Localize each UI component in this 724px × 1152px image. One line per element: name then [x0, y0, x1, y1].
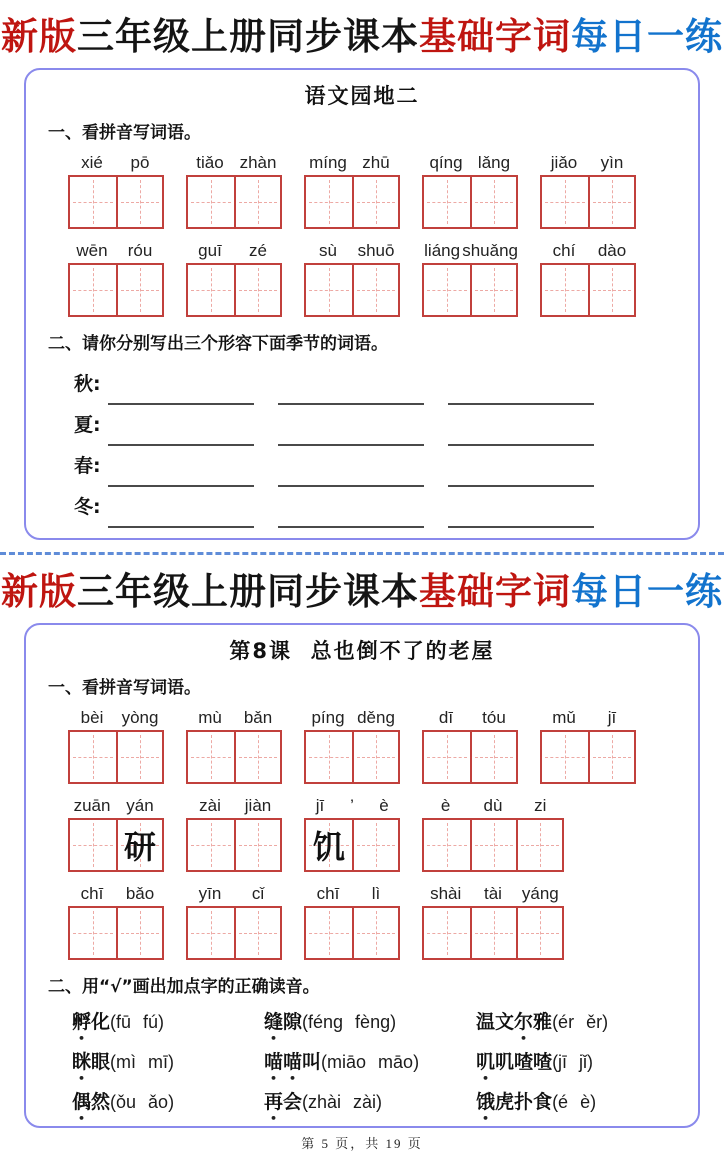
writing-cell: [424, 820, 470, 870]
pinyin-word-group: [422, 708, 518, 784]
pinyin-word-group: [304, 708, 400, 784]
writing-cell: [588, 265, 634, 315]
writing-cell: [70, 820, 116, 870]
writing-cell: [116, 177, 162, 227]
pinyin-syllable: zé: [249, 241, 267, 260]
writing-cell: [188, 177, 234, 227]
pinyin-word-group: [68, 796, 164, 872]
pinyin-syllable: róu: [127, 241, 153, 260]
writing-grid: [68, 906, 164, 960]
writing-grid: [186, 175, 282, 229]
dotted-character: 叽: [476, 1051, 496, 1073]
phonics-word: [264, 1051, 321, 1073]
pinyin-word-group: [68, 241, 164, 317]
blank-line: [108, 383, 254, 405]
pinyin-syllables: [304, 708, 400, 728]
banner-segment: 基础字词: [419, 570, 571, 613]
writing-cell: [424, 732, 470, 782]
blank-line: [448, 424, 594, 446]
pinyin-syllables: [422, 884, 564, 904]
writing-grid: [304, 730, 400, 784]
blank-line: [278, 506, 424, 528]
blank-line: [448, 383, 594, 405]
pinyin-word-group: [304, 884, 400, 960]
pinyin-syllable: bǎn: [243, 708, 273, 727]
pinyin-syllable: è: [440, 796, 451, 815]
pinyin-syllable: chī: [316, 884, 340, 903]
pinyin-syllable: chī: [80, 884, 104, 903]
writing-cell: [470, 265, 516, 315]
pinyin-syllable: bǎo: [125, 884, 155, 903]
season-label: 秋:: [74, 373, 101, 395]
writing-cell: [116, 732, 162, 782]
pinyin-syllable: píng: [311, 708, 345, 727]
writing-cell: [116, 265, 162, 315]
pinyin-syllable: zài: [199, 796, 221, 815]
blank-line: [108, 506, 254, 528]
phonics-item: [264, 1007, 476, 1034]
writing-cell: [424, 177, 470, 227]
pinyin-syllable: yīn: [198, 884, 222, 903]
phonics-word: [72, 1051, 110, 1073]
writing-grid: [304, 906, 400, 960]
dotted-character: 尔: [514, 1011, 534, 1033]
pinyin-syllables: [186, 708, 282, 728]
pinyin-word-row: [68, 241, 678, 317]
dotted-character: 孵: [72, 1011, 92, 1033]
pinyin-syllables: [68, 796, 164, 816]
writing-cell: [234, 908, 280, 958]
pinyin-syllable: děng: [357, 708, 395, 727]
lesson-title-1: 语文园地二: [304, 84, 420, 108]
blank-line: [448, 465, 594, 487]
season-row: [74, 487, 678, 528]
phonics-word: [476, 1091, 552, 1113]
phonics-options: (miāo māo): [321, 1052, 420, 1072]
pinyin-word-group: [422, 153, 518, 229]
pinyin-word-group: [68, 708, 164, 784]
dotted-character: 饿: [476, 1091, 496, 1113]
page-number-footer: 第 5 页，共 19 页: [301, 1136, 423, 1151]
dotted-character: 眯: [72, 1051, 92, 1073]
pinyin-syllable: yán: [126, 796, 154, 815]
pinyin-syllables: [68, 708, 164, 728]
writing-cell: [470, 820, 516, 870]
pinyin-syllable: jiǎo: [550, 153, 578, 172]
writing-cell: [234, 265, 280, 315]
writing-cell: [352, 908, 398, 958]
pinyin-syllable: jī: [315, 796, 325, 815]
pinyin-syllable: yìn: [600, 153, 624, 172]
writing-grid: [68, 818, 164, 872]
pinyin-word-group: [186, 884, 282, 960]
writing-cell: [470, 177, 516, 227]
season-blanks-area: [74, 364, 678, 528]
banner-segment: 每日一练: [571, 15, 723, 58]
pinyin-syllables: [304, 153, 400, 173]
pinyin-syllables: [422, 796, 564, 816]
pinyin-word-group: [422, 241, 518, 317]
phonics-word: [476, 1051, 552, 1073]
writing-grid: [304, 175, 400, 229]
exercise-1-label: 一、看拼音写词语。: [48, 123, 201, 143]
writing-cell: [188, 265, 234, 315]
writing-grid: [422, 818, 564, 872]
pinyin-word-group: [540, 241, 636, 317]
phonics-character: 隙: [283, 1011, 303, 1033]
pinyin-word-row: [68, 796, 678, 872]
blank-line: [278, 424, 424, 446]
phonics-word: [476, 1011, 552, 1033]
writing-cell: [306, 908, 352, 958]
pinyin-syllable: zhàn: [239, 153, 277, 172]
pinyin-syllables: [540, 708, 636, 728]
pinyin-syllable: dù: [483, 796, 503, 815]
pinyin-word-group: [186, 796, 282, 872]
season-label: 夏:: [74, 414, 101, 436]
phonics-item: [72, 1047, 264, 1074]
pinyin-syllable: tài: [484, 884, 502, 903]
season-label: 冬:: [74, 496, 101, 518]
writing-cell: [234, 820, 280, 870]
dotted-character: 喵: [264, 1051, 284, 1073]
pinyin-syllable: dī: [438, 708, 454, 727]
phonics-character: 喳: [533, 1051, 553, 1073]
pinyin-syllables: [422, 153, 518, 173]
phonics-character: 雅: [533, 1011, 553, 1033]
dotted-character: 偶: [72, 1091, 92, 1113]
pinyin-syllable: è: [379, 796, 389, 815]
pinyin-word-group: [68, 884, 164, 960]
writing-grid: [540, 263, 636, 317]
exercise-1-label-p2: 一、看拼音写词语。: [48, 678, 201, 698]
banner-segment: 基础字词: [419, 15, 571, 58]
season-row: [74, 405, 678, 446]
pinyin-syllables: [304, 241, 400, 261]
worksheet-card-2: [24, 623, 700, 1128]
pinyin-word-group: [304, 241, 400, 317]
pinyin-syllables: [68, 241, 164, 261]
pinyin-syllables: [186, 796, 282, 816]
pinyin-grid-area-2: [68, 708, 678, 960]
phonics-character: 温: [476, 1011, 496, 1033]
blank-line: [108, 465, 254, 487]
writing-cell: [306, 265, 352, 315]
phonics-options: (fū fú): [110, 1012, 165, 1032]
pinyin-syllable: guī: [198, 241, 222, 260]
phonics-choice-area: [72, 1007, 678, 1114]
writing-grid: [422, 906, 564, 960]
pinyin-word-group: [304, 796, 400, 872]
writing-grid: [304, 818, 400, 872]
writing-cell: [352, 820, 398, 870]
writing-grid: [422, 175, 518, 229]
worksheet-banner-2: [0, 569, 724, 615]
writing-cell: [70, 908, 116, 958]
pinyin-grid-area-1: [68, 153, 678, 317]
phonics-character: 文: [495, 1011, 515, 1033]
pinyin-word-group: [540, 708, 636, 784]
pinyin-syllable: dào: [597, 241, 627, 260]
pinyin-syllables: [422, 708, 518, 728]
pinyin-syllable: bèi: [80, 708, 104, 727]
pinyin-syllable: lì: [371, 884, 381, 903]
pinyin-syllables: [540, 241, 636, 261]
blank-line: [448, 506, 594, 528]
pinyin-syllable: míng: [309, 153, 347, 172]
pinyin-syllables: [304, 796, 400, 816]
pinyin-word-row: [68, 884, 678, 960]
pinyin-syllable: shuǎng: [462, 241, 518, 260]
writing-cell: [188, 820, 234, 870]
writing-cell: [234, 177, 280, 227]
writing-cell: [542, 265, 588, 315]
writing-cell: [516, 820, 562, 870]
worksheet-banner-1: [0, 14, 724, 60]
pinyin-syllable: ’: [350, 796, 354, 815]
season-label: 春:: [74, 455, 101, 477]
phonics-item: [72, 1087, 264, 1114]
writing-grid: [186, 906, 282, 960]
writing-cell: [70, 177, 116, 227]
phonics-options: (é è): [552, 1092, 597, 1112]
phonics-options: (mì mī): [110, 1052, 175, 1072]
season-row: [74, 446, 678, 487]
writing-grid: [68, 175, 164, 229]
pinyin-word-row: [68, 153, 678, 229]
pinyin-syllables: [540, 153, 636, 173]
banner-segment: 三年级上册同步课本: [77, 15, 419, 58]
phonics-character: 会: [283, 1091, 303, 1113]
writing-grid: [186, 730, 282, 784]
phonics-character: 喳: [514, 1051, 534, 1073]
writing-cell: [306, 732, 352, 782]
pinyin-word-group: [304, 153, 400, 229]
writing-grid: [422, 263, 518, 317]
pinyin-syllables: [186, 153, 282, 173]
writing-grid: [422, 730, 518, 784]
pinyin-syllables: [186, 884, 282, 904]
phonics-word: [72, 1011, 110, 1033]
pinyin-syllables: [422, 241, 518, 261]
pinyin-syllable: yòng: [121, 708, 159, 727]
writing-grid: [540, 730, 636, 784]
writing-cell: [424, 265, 470, 315]
pinyin-syllable: zhū: [362, 153, 390, 172]
writing-cell: [542, 732, 588, 782]
blank-line: [108, 424, 254, 446]
phonics-character: 扑: [514, 1091, 534, 1113]
pinyin-syllables: [186, 241, 282, 261]
pinyin-syllable: cǐ: [251, 884, 265, 903]
exercise-2-label: 二、请你分别写出三个形容下面季节的词语。: [48, 334, 388, 354]
pinyin-syllable: xié: [81, 153, 103, 172]
writing-cell: [352, 265, 398, 315]
phonics-item: [476, 1087, 678, 1114]
pinyin-word-row: [68, 708, 678, 784]
writing-cell: [70, 732, 116, 782]
phonics-item: [264, 1047, 476, 1074]
phonics-character: 眼: [91, 1051, 111, 1073]
writing-cell: [116, 820, 162, 870]
blank-line: [278, 383, 424, 405]
writing-cell: [516, 908, 562, 958]
phonics-item: [72, 1007, 264, 1034]
writing-grid: [304, 263, 400, 317]
pinyin-syllable: tóu: [482, 708, 506, 727]
pinyin-syllable: lǎng: [477, 153, 511, 172]
pinyin-syllable: tiǎo: [196, 153, 224, 172]
dotted-character: 再: [264, 1091, 284, 1113]
pinyin-word-group: [186, 708, 282, 784]
writing-cell: [234, 732, 280, 782]
phonics-character: 叽: [495, 1051, 515, 1073]
writing-cell: [470, 908, 516, 958]
pinyin-syllable: mǔ: [552, 708, 576, 727]
pinyin-word-group: [186, 153, 282, 229]
pinyin-syllable: wēn: [76, 241, 108, 260]
prewritten-character: 研: [123, 828, 156, 866]
pinyin-syllable: zuān: [73, 796, 111, 815]
lesson-title-2: 第8课 总也倒不了的老屋: [229, 639, 495, 663]
writing-cell: [588, 732, 634, 782]
page-separator-dashed-line: [0, 552, 724, 555]
phonics-options: (féng fèng): [302, 1012, 397, 1032]
pinyin-syllables: [68, 884, 164, 904]
phonics-options: (zhài zài): [302, 1092, 383, 1112]
phonics-options: (ǒu ǎo): [110, 1092, 175, 1112]
worksheet-card-1: [24, 68, 700, 540]
phonics-character: 食: [533, 1091, 553, 1113]
banner-segment: 新版: [1, 570, 77, 613]
phonics-item: [264, 1087, 476, 1114]
pinyin-word-group: [422, 796, 564, 872]
writing-cell: [116, 908, 162, 958]
writing-cell: [188, 732, 234, 782]
pinyin-syllable: mù: [198, 708, 222, 727]
pinyin-syllable: sù: [319, 241, 337, 260]
prewritten-character: 饥: [312, 828, 345, 866]
banner-segment: 新版: [1, 15, 77, 58]
pinyin-syllables: [304, 884, 400, 904]
exercise-2-label-p2: 二、用“√”画出加点字的正确读音。: [48, 977, 320, 997]
writing-grid: [186, 263, 282, 317]
pinyin-word-group: [422, 884, 564, 960]
pinyin-word-group: [68, 153, 164, 229]
writing-grid: [68, 263, 164, 317]
writing-cell: [352, 177, 398, 227]
phonics-word: [264, 1011, 302, 1033]
writing-cell: [306, 820, 352, 870]
pinyin-syllable: shài: [430, 884, 462, 903]
pinyin-syllable: qíng: [429, 153, 463, 172]
pinyin-syllable: yáng: [521, 884, 559, 903]
pinyin-syllable: chí: [552, 241, 576, 260]
pinyin-syllable: zi: [534, 796, 547, 815]
phonics-item: [476, 1007, 678, 1034]
banner-segment: 每日一练: [571, 570, 723, 613]
writing-cell: [542, 177, 588, 227]
pinyin-syllable: pō: [130, 153, 150, 172]
phonics-options: (ér ěr): [552, 1012, 609, 1032]
phonics-character: 虎: [495, 1091, 515, 1113]
dotted-character: 喵: [283, 1051, 303, 1073]
writing-cell: [588, 177, 634, 227]
phonics-character: 化: [91, 1011, 111, 1033]
season-row: [74, 364, 678, 405]
pinyin-syllables: [68, 153, 164, 173]
phonics-word: [72, 1091, 110, 1113]
writing-grid: [540, 175, 636, 229]
pinyin-syllable: jiàn: [244, 796, 272, 815]
phonics-word: [264, 1091, 302, 1113]
phonics-character: 叫: [302, 1051, 322, 1073]
pinyin-word-group: [186, 241, 282, 317]
blank-line: [278, 465, 424, 487]
writing-cell: [70, 265, 116, 315]
writing-cell: [470, 732, 516, 782]
banner-segment: 三年级上册同步课本: [77, 570, 419, 613]
phonics-options: (jī jǐ): [552, 1052, 594, 1072]
writing-cell: [352, 732, 398, 782]
writing-cell: [424, 908, 470, 958]
dotted-character: 缝: [264, 1011, 284, 1033]
writing-grid: [68, 730, 164, 784]
phonics-character: 然: [91, 1091, 111, 1113]
pinyin-word-group: [540, 153, 636, 229]
writing-cell: [306, 177, 352, 227]
pinyin-syllable: shuō: [357, 241, 395, 260]
phonics-item: [476, 1047, 678, 1074]
pinyin-syllable: jī: [607, 708, 617, 727]
writing-cell: [188, 908, 234, 958]
pinyin-syllable: liáng: [424, 241, 461, 260]
writing-grid: [186, 818, 282, 872]
